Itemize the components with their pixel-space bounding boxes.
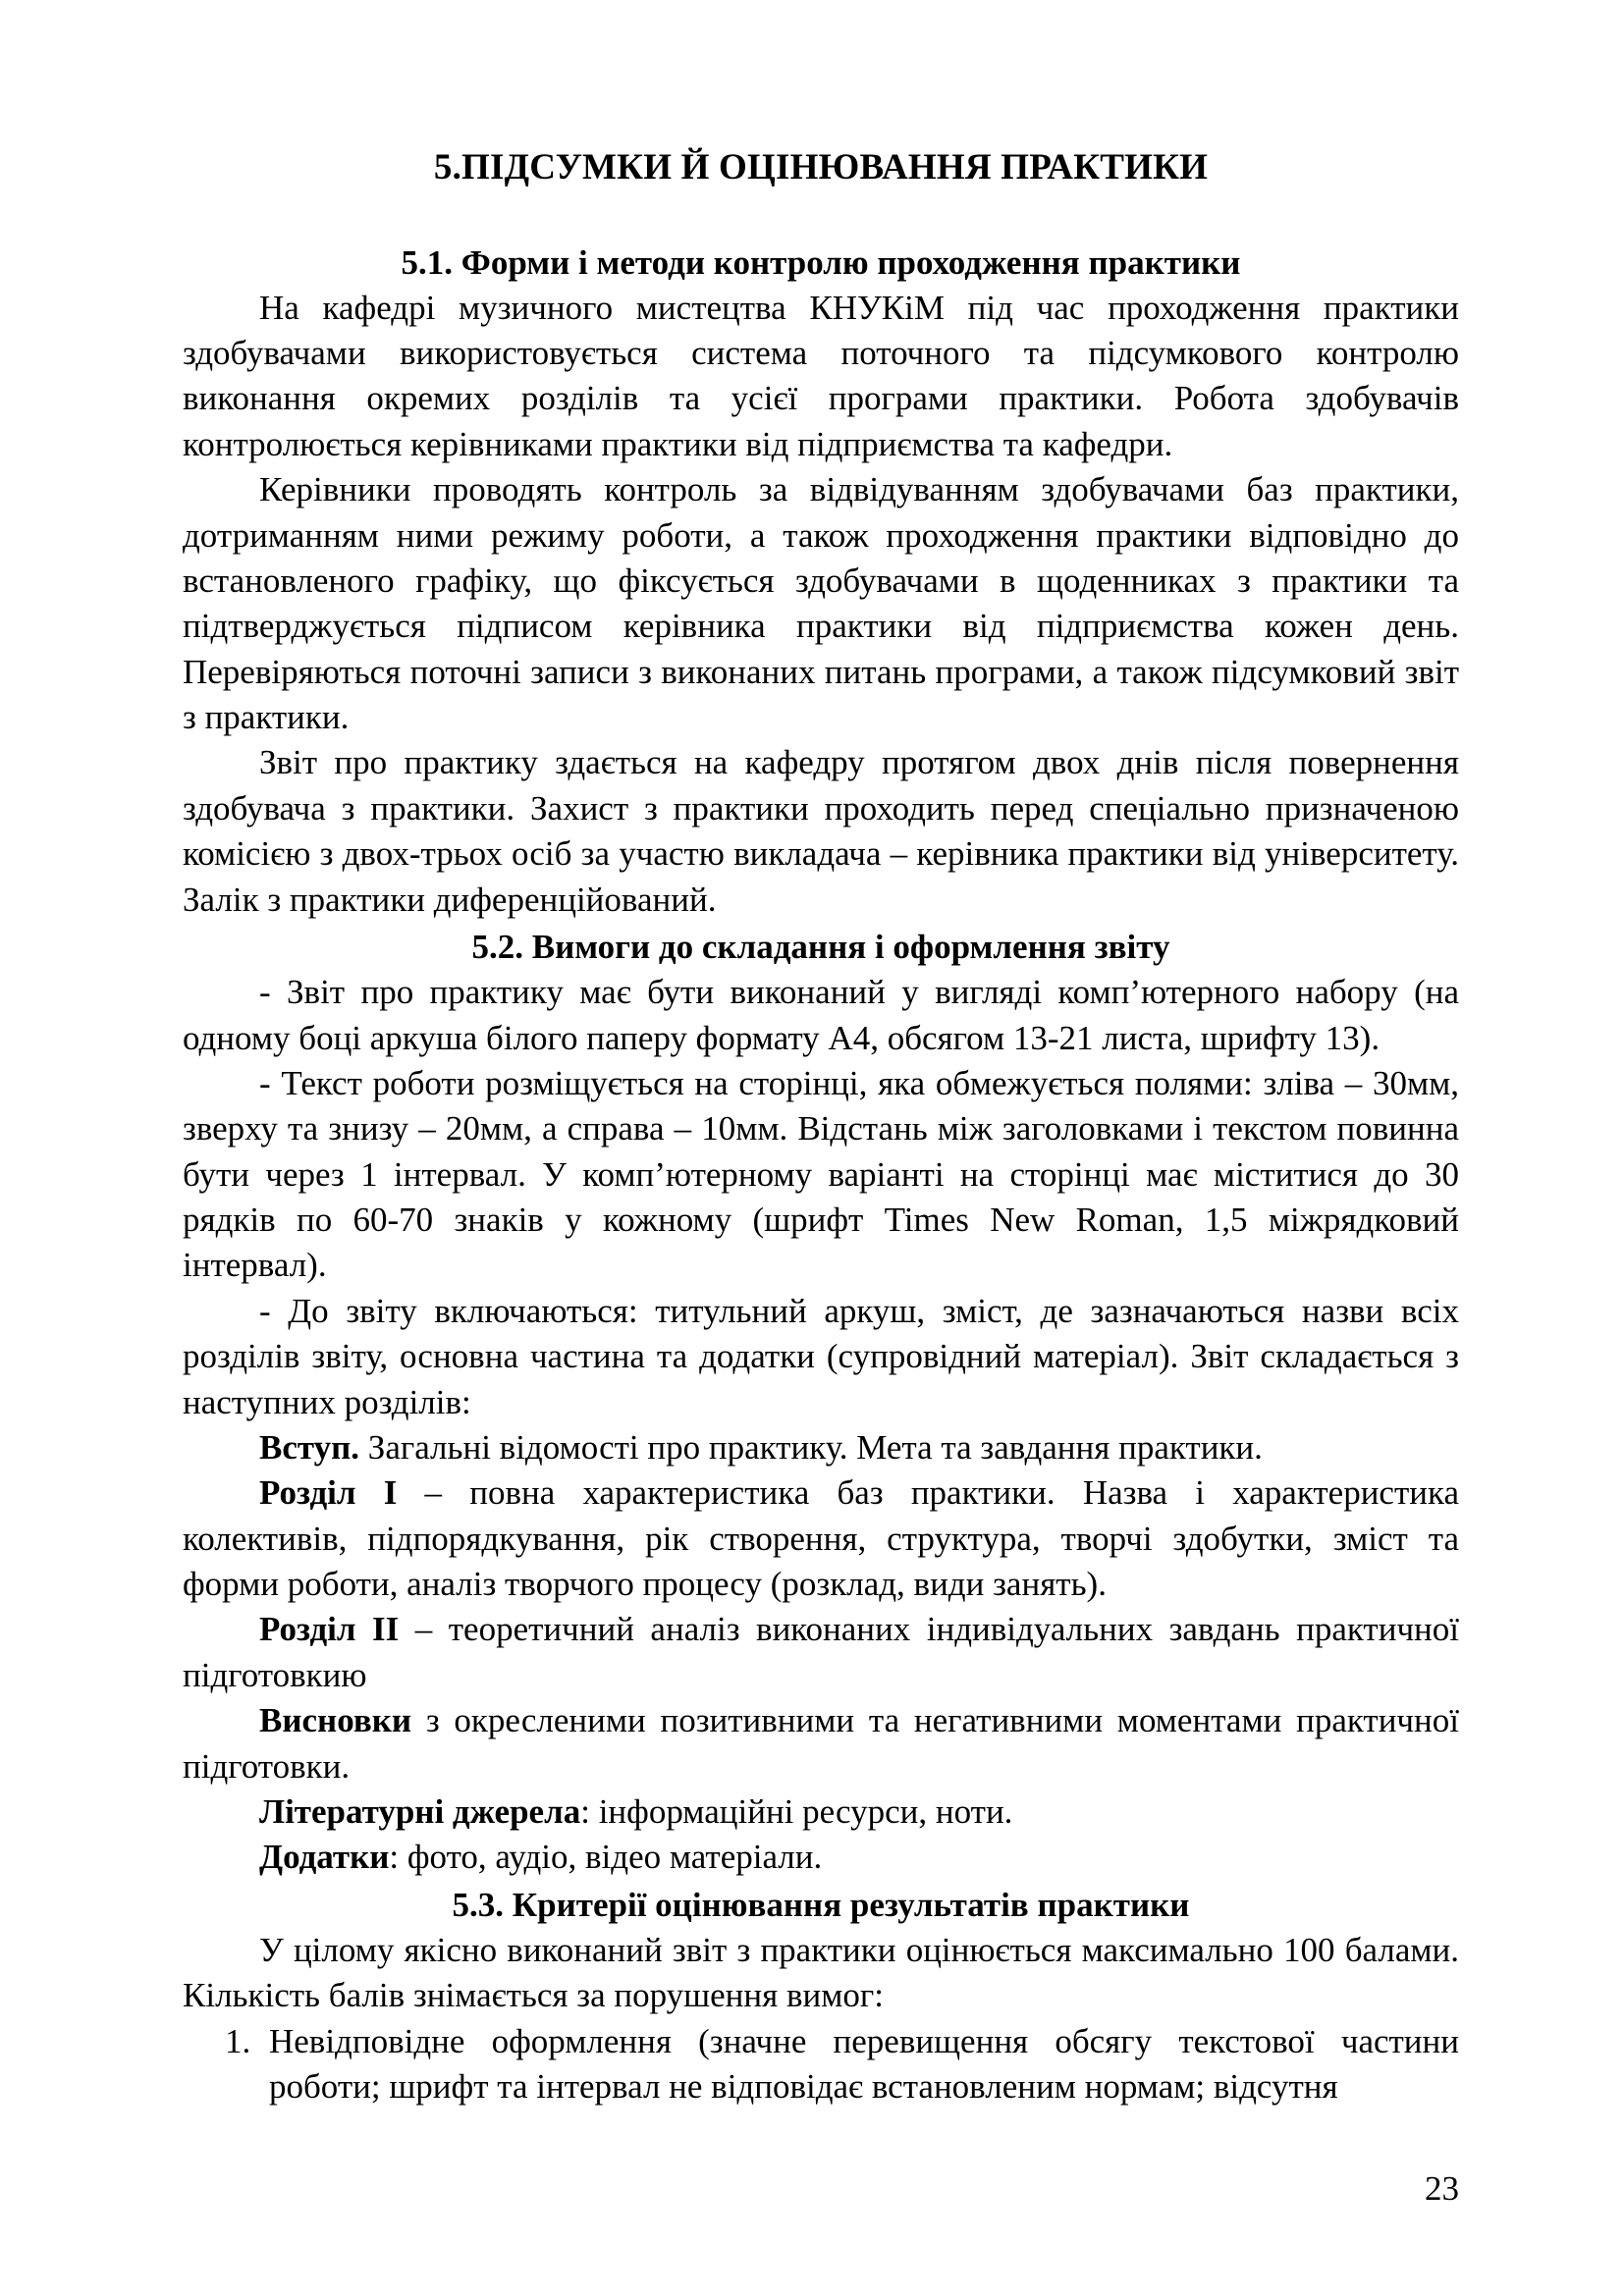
paragraph-5-1-1: На кафедрі музичного мистецтва КНУКіМ під час проходження практики здобувачами використовується система поточного та підсумкового контролю виконання окремих розділів та усієї програми практики. Робота здобувачів контролюється керівниками практики від підприємства та кафедри. — [183, 288, 1459, 463]
report-part-text: – повна характеристика баз практики. Назва і характеристика колективів, підпорядкування, рік створення, структура, творчі здобутки, зміст та форми роботи, аналіз творчого процесу (розклад, види занять). — [183, 1473, 1459, 1604]
report-part-dodatky — [183, 1835, 1459, 1880]
page-title: 5.ПІДСУМКИ Й ОЦІНЮВАННЯ ПРАКТИКИ — [433, 147, 1209, 187]
report-part-text: : інформаційні ресурси, ноти. — [580, 1791, 1013, 1831]
report-part-text: Загальні відомості про практику. Мета та завдання практики. — [359, 1427, 1263, 1467]
paragraph-5-3-1: У цілому якісно виконаний звіт з практики оцінюється максимально 100 балами. Кількість балів знімається за порушення вимог: — [183, 1930, 1459, 2015]
report-part-label: Додатки — [259, 1838, 390, 1877]
report-part-rozdil-2 — [183, 1607, 1459, 1698]
requirement-bullet-1: - Звіт про практику має бути виконаний у вигляді комп’ютерного набору (на одному боці аркуша білого паперу формату А4, обсягом 13-21 листа, шрифту 13). — [183, 973, 1459, 1057]
report-part-label: Висновки — [259, 1701, 412, 1740]
section-heading-5-3: 5.3. Критерії оцінювання результатів практики — [452, 1885, 1190, 1924]
report-part-vstup — [183, 1425, 1459, 1470]
section-heading-5-1: 5.1. Форми і методи контролю проходження практики — [401, 242, 1241, 282]
report-part-vysnovky — [183, 1698, 1459, 1789]
list-item: 1. Невідповідне оформлення (значне перевищення обсягу текстової частини роботи; шрифт та інтервал не відповідає встановленим нормам; відсутня — [259, 2019, 1459, 2110]
report-part-literatura — [183, 1789, 1459, 1835]
report-part-label: Розділ І — [259, 1473, 398, 1513]
requirement-bullet-2: - Текст роботи розміщується на сторінці, яка обмежується полями: зліва – 30мм, зверху та знизу – 20мм, а справа – 10мм. Відстань між заголовками і текстом повинна бути через 1 інтервал. У комп’ютерному варіанті на сторінці має міститися до 30 рядків по 60-70 знаків у кожному (шрифт Times New Roman, 1,5 міжрядковий інтервал). — [183, 1063, 1459, 1285]
report-part-rozdil-1 — [183, 1470, 1459, 1607]
paragraph-5-1-3: Звіт про практику здається на кафедру протягом двох днів після повернення здобувача з практики. Захист з практики проходить перед спеціально призначеною комісією з двох-трьох осіб за участю викладача – керівника практики від університету. Залік з практики диференційований. — [183, 743, 1459, 919]
report-part-text: з окресленими позитивними та негативними моментами практичної підготовки. — [183, 1701, 1459, 1786]
violations-list — [183, 2019, 1459, 2110]
report-part-text: : фото, аудіо, відео матеріали. — [389, 1838, 823, 1877]
paragraph-5-1-2: Керівники проводять контроль за відвідуванням здобувачами баз практики, дотриманням ними режиму роботи, а також проходження практики відповідно до встановленого графіку, що фіксується здобувачами в щоденниках з практики та підтверджується підписом керівника практики від підприємства кожен день. Перевіряються поточні записи з виконаних питань програми, а також підсумковий звіт з практики. — [183, 470, 1459, 737]
section-heading-5-2: 5.2. Вимоги до складання і оформлення звіту — [471, 927, 1170, 966]
requirement-bullet-3: - До звіту включаються: титульний аркуш, зміст, де зазначаються назви всіх розділів звіту, основна частина та додатки (супровідний матеріал). Звіт складається з наступних розділів: — [183, 1291, 1459, 1421]
report-part-text: – теоретичний аналіз виконаних індивідуальних завдань практичної підготовкию — [183, 1610, 1459, 1694]
page-number: 23 — [1425, 2169, 1459, 2208]
report-part-label: Літературні джерела — [259, 1791, 581, 1831]
report-part-label: Розділ ІІ — [259, 1610, 400, 1649]
report-part-label: Вступ. — [259, 1427, 360, 1467]
